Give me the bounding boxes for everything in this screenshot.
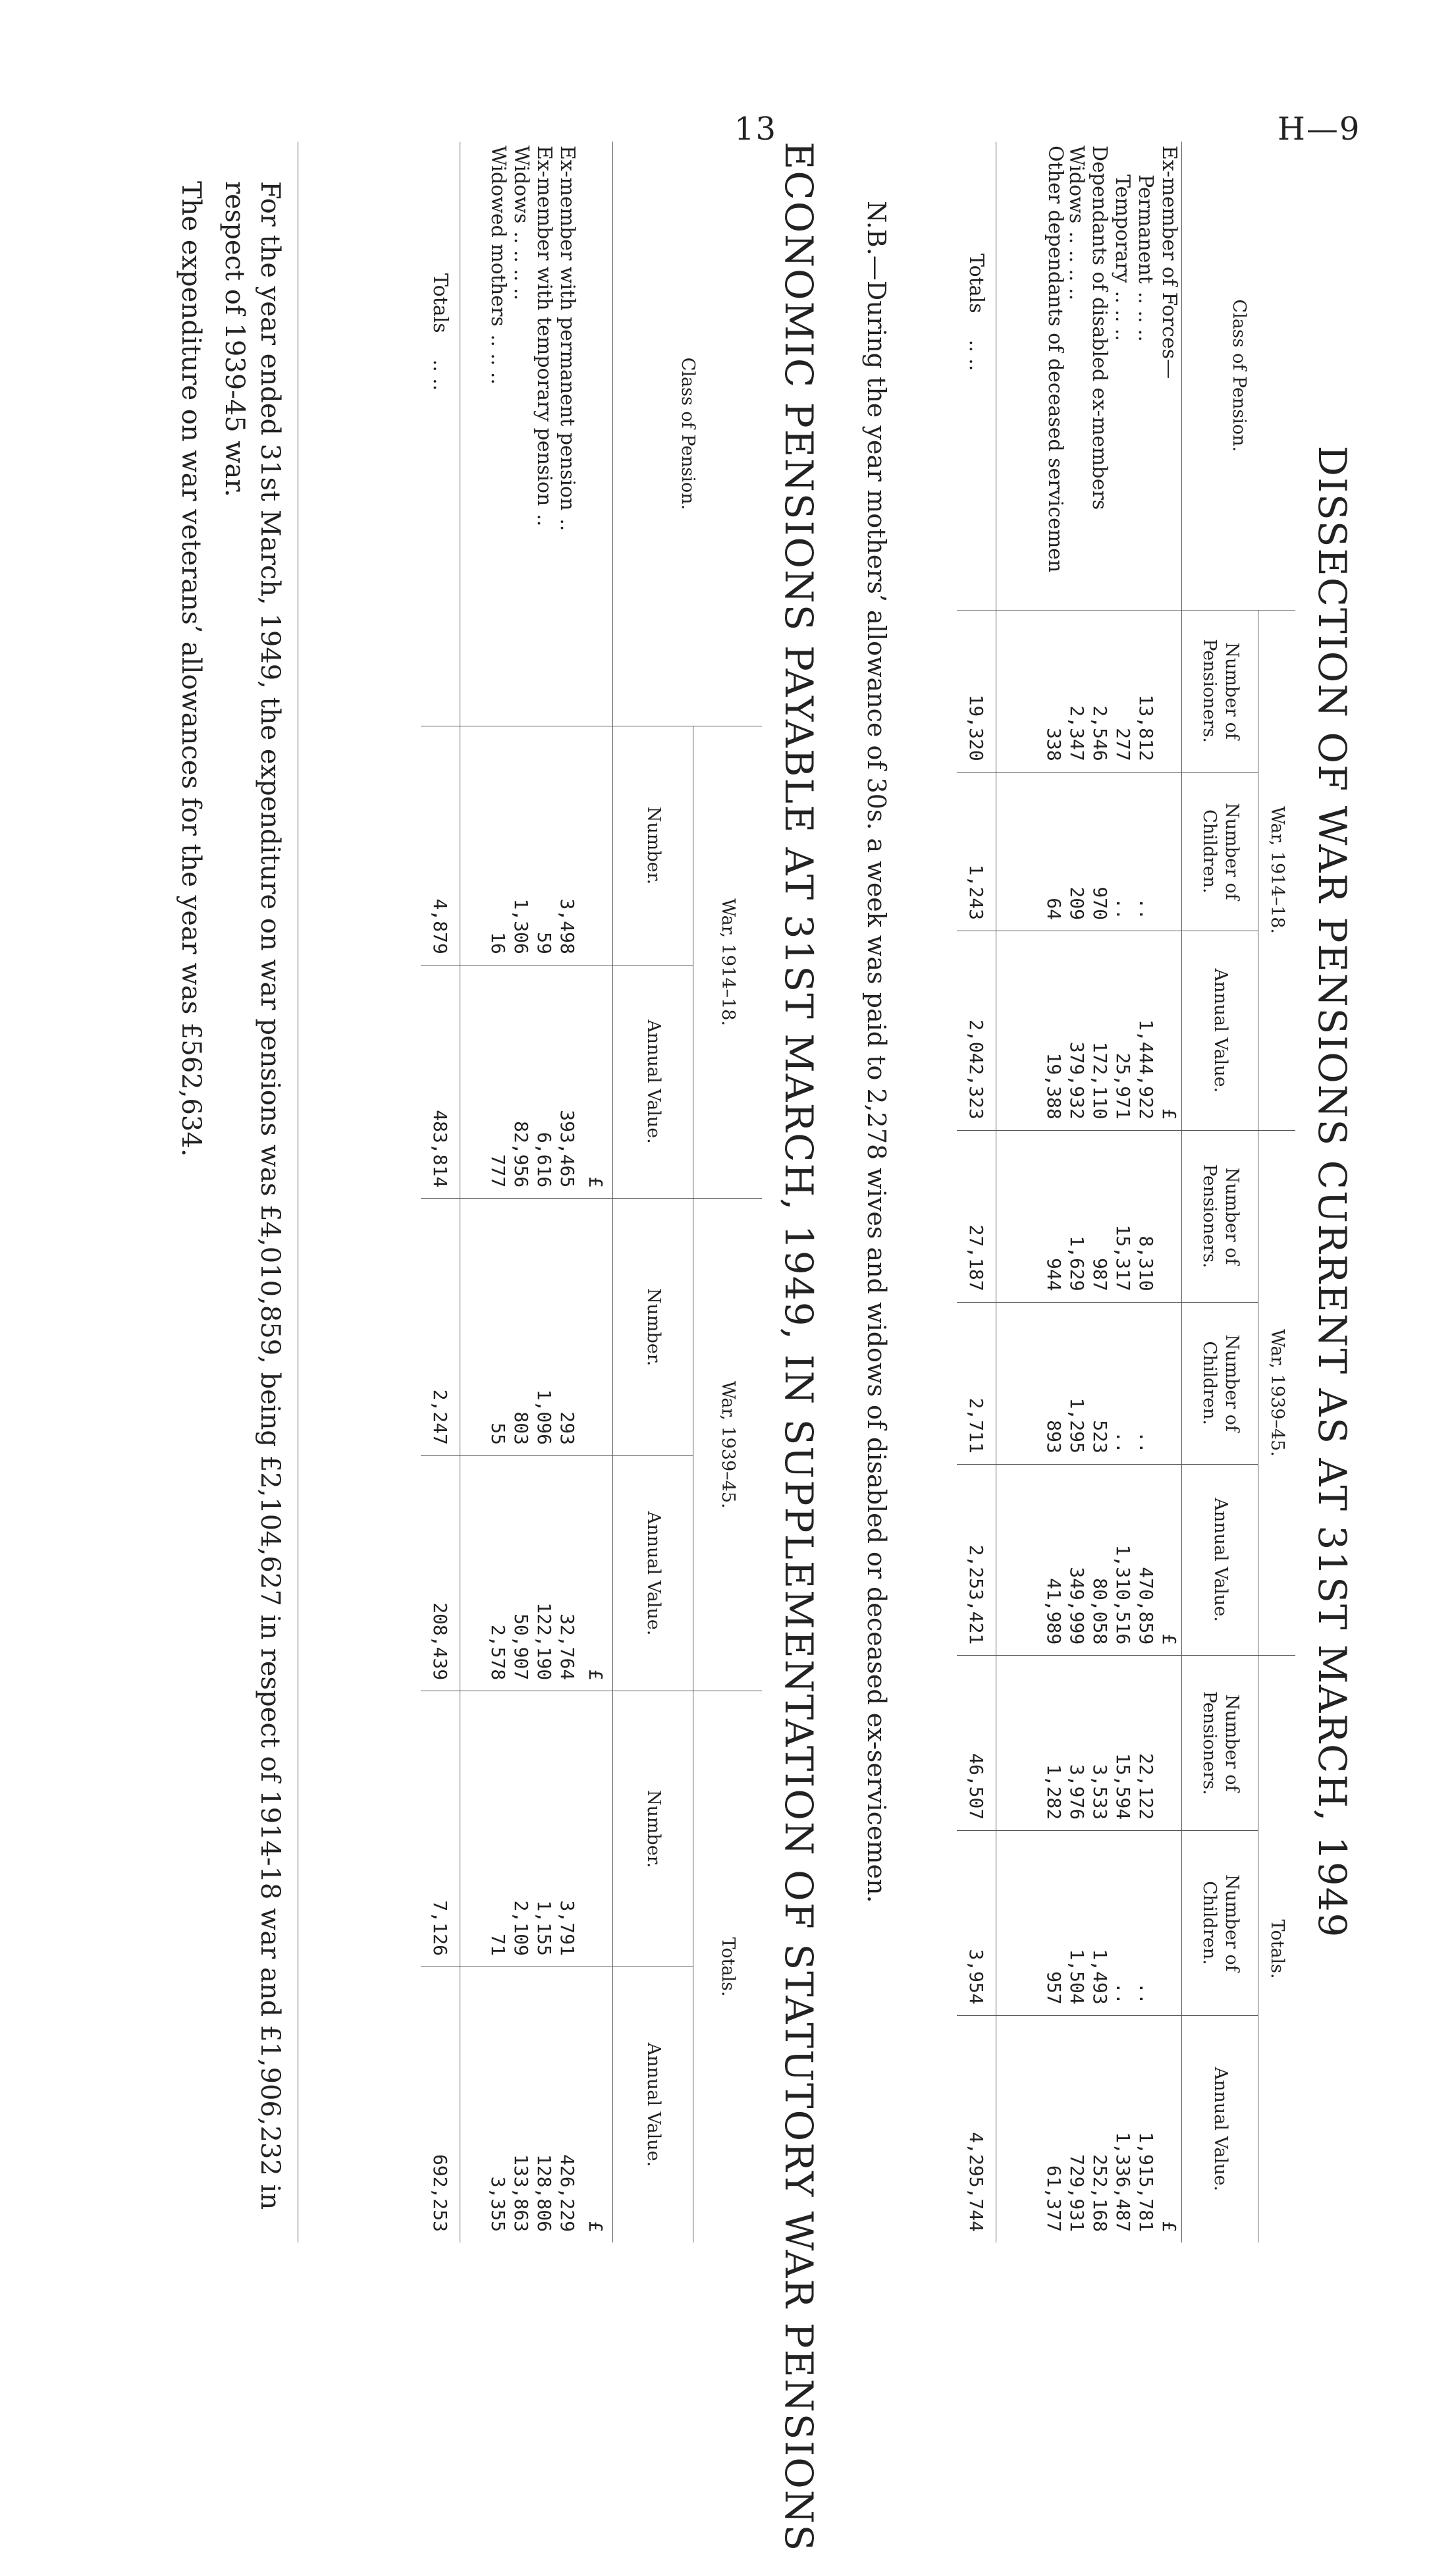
col-number-header: Number. bbox=[613, 1691, 693, 1967]
table-cell: 3,791 bbox=[556, 1691, 579, 1967]
row-label-cell bbox=[1023, 142, 1065, 610]
table-cell: 8,310 bbox=[1134, 1130, 1157, 1302]
table-cell: 3,498 bbox=[556, 726, 579, 965]
col-value-header: Annual Value. bbox=[1182, 931, 1258, 1130]
table-cell: 987 bbox=[1088, 1130, 1111, 1302]
rotated-page-content bbox=[117, 142, 1368, 2552]
totals-cell: 2,247 bbox=[421, 1199, 460, 1456]
col-children-header: Number of Children. bbox=[1182, 1831, 1258, 2016]
table-row bbox=[533, 142, 556, 2242]
totals-cell: 7,126 bbox=[421, 1691, 460, 1967]
table-cell: 15,317 bbox=[1111, 1130, 1134, 1302]
row-label: Other dependants of deceased servicemen bbox=[1044, 146, 1067, 573]
totals-cell: 1,243 bbox=[957, 772, 996, 931]
table-cell: 2,109 bbox=[510, 1691, 533, 1967]
totals-cell: 3,954 bbox=[957, 1831, 996, 2016]
table-cell: 1,915,781 bbox=[1134, 2015, 1157, 2242]
row-label-cell bbox=[1065, 142, 1088, 610]
dot-leader: .. .. .. bbox=[487, 334, 510, 385]
table-cell: 1,504 bbox=[1065, 1831, 1088, 2016]
mothers-allowance-note: N.B.—During the year mothers’ allowance of 30s. a week was paid to 2,278 wives and widows of disabled or deceased ex-servicemen. bbox=[862, 201, 891, 1903]
totals-cell: 4,879 bbox=[421, 726, 460, 965]
table-row bbox=[1111, 142, 1134, 2242]
table-row bbox=[487, 142, 510, 2242]
table-cell: 729,931 bbox=[1065, 2015, 1088, 2242]
col-pensioners-header: Number of Pensioners. bbox=[1182, 1656, 1258, 1831]
table-cell: 25,971 bbox=[1111, 931, 1134, 1130]
table-cell: 1,155 bbox=[533, 1691, 556, 1967]
table-cell: 3,533 bbox=[1088, 1656, 1111, 1831]
table-cell: 970 bbox=[1088, 772, 1111, 931]
totals-cell: 19,320 bbox=[957, 610, 996, 772]
table2-title: ECONOMIC PENSIONS PAYABLE AT 31ST MARCH, 1949, IN SUPPLEMENTATION OF STATUTORY WAR PENSIONS bbox=[776, 142, 821, 2552]
table-cell: 122,190 bbox=[533, 1455, 556, 1691]
economic-pensions-table bbox=[421, 142, 762, 2242]
table-cell: 80,058 bbox=[1088, 1464, 1111, 1655]
row-label: Ex-member with permanent pension bbox=[556, 146, 579, 511]
table-cell: 293 bbox=[556, 1199, 579, 1456]
row-label-cell bbox=[1111, 142, 1134, 610]
totals-cell: 46,507 bbox=[957, 1656, 996, 1831]
col-pensioners-header: Number of Pensioners. bbox=[1182, 610, 1258, 772]
table-cell: .. bbox=[1134, 772, 1157, 931]
row-label: Dependants of disabled ex-members bbox=[1088, 146, 1111, 510]
table-cell: 338 bbox=[1023, 610, 1065, 772]
table-cell: 957 bbox=[1023, 1831, 1065, 2016]
table-cell: 209 bbox=[1065, 772, 1088, 931]
table-cell: 893 bbox=[1023, 1302, 1065, 1464]
currency-symbol: £ bbox=[1157, 2015, 1182, 2242]
totals-cell: 2,711 bbox=[957, 1302, 996, 1464]
table1-title: DISSECTION OF WAR PENSIONS CURRENT AS AT 31ST MARCH, 1949 bbox=[1310, 445, 1355, 1939]
table-row bbox=[1065, 142, 1088, 2242]
table-cell: 6,616 bbox=[533, 965, 556, 1198]
war-pensions-table bbox=[957, 142, 1295, 2242]
expenditure-paragraph: For the year ended 31st March, 1949, the expenditure on war pensions was £4,010,859, being £2,104,627 in respect of 1914-18 war and £1,906,232 in respect of 1939-45 war. bbox=[219, 181, 285, 2210]
totals-label-cell bbox=[421, 142, 460, 726]
table-cell: 1,444,922 bbox=[1134, 931, 1157, 1130]
table-cell: 32,764 bbox=[556, 1455, 579, 1691]
totals-label: Totals bbox=[429, 273, 452, 333]
table-cell: 3,355 bbox=[487, 1967, 510, 2242]
currency-symbol: £ bbox=[579, 1967, 613, 2242]
currency-symbol: £ bbox=[1157, 1464, 1182, 1655]
table-cell: 128,806 bbox=[533, 1967, 556, 2242]
totals-cell: 208,439 bbox=[421, 1455, 460, 1691]
class-of-pension-header: Class of Pension. bbox=[1182, 142, 1295, 610]
totals-cell: 4,295,744 bbox=[957, 2015, 996, 2242]
table-cell: 1,493 bbox=[1088, 1831, 1111, 2016]
table-cell: 71 bbox=[487, 1691, 510, 1967]
table-cell: 64 bbox=[1023, 772, 1065, 931]
table-cell: .. bbox=[1111, 1831, 1134, 2016]
row-label: Temporary bbox=[1111, 175, 1134, 283]
table-cell: 15,594 bbox=[1111, 1656, 1134, 1831]
currency-symbol: £ bbox=[579, 1455, 613, 1691]
dot-leader: .. bbox=[533, 514, 556, 527]
row-label: Widowed mothers bbox=[487, 146, 510, 327]
table-cell: 252,168 bbox=[1088, 2015, 1111, 2242]
dot-leader: .. .. bbox=[429, 359, 452, 391]
table-cell: 16 bbox=[487, 726, 510, 965]
table-cell: 82,956 bbox=[510, 965, 533, 1198]
table-cell: 59 bbox=[533, 726, 556, 965]
totals-row bbox=[957, 142, 996, 2242]
row-label-cell bbox=[533, 142, 556, 726]
group-header: War, 1939–45. bbox=[1258, 1130, 1295, 1656]
table-cell: .. bbox=[1134, 1831, 1157, 2016]
table-cell: 803 bbox=[510, 1199, 533, 1456]
table-cell: .. bbox=[1134, 1302, 1157, 1464]
group-header: Totals. bbox=[1258, 1656, 1295, 2242]
totals-cell: 27,187 bbox=[957, 1130, 996, 1302]
row-label-cell bbox=[487, 142, 510, 726]
col-pensioners-header: Number of Pensioners. bbox=[1182, 1130, 1258, 1302]
table-cell: .. bbox=[1111, 772, 1134, 931]
table-cell: 1,295 bbox=[1065, 1302, 1088, 1464]
table-cell: 944 bbox=[1023, 1130, 1065, 1302]
table-cell: 1,629 bbox=[1065, 1130, 1088, 1302]
dot-leader: .. .. bbox=[965, 339, 988, 371]
totals-cell: 2,253,421 bbox=[957, 1464, 996, 1655]
totals-label-cell bbox=[957, 142, 996, 610]
col-number-header: Number. bbox=[613, 1199, 693, 1456]
group-header: Totals. bbox=[693, 1691, 762, 2242]
group-label: Ex-member of Forces— bbox=[1158, 146, 1181, 379]
group-header: War, 1939–45. bbox=[693, 1199, 762, 1691]
table-row bbox=[1088, 142, 1111, 2242]
totals-cell: 483,814 bbox=[421, 965, 460, 1198]
group-header: War, 1914–18. bbox=[1258, 610, 1295, 1130]
currency-symbol: £ bbox=[1157, 931, 1182, 1130]
table-cell: 13,812 bbox=[1134, 610, 1157, 772]
table-cell: 393,465 bbox=[556, 965, 579, 1198]
veterans-allowance-paragraph: The expenditure on war veterans’ allowances for the year was £562,634. bbox=[176, 181, 206, 1157]
col-number-header: Number. bbox=[613, 726, 693, 965]
table-cell: 349,999 bbox=[1065, 1464, 1088, 1655]
col-children-header: Number of Children. bbox=[1182, 1302, 1258, 1464]
col-value-header: Annual Value. bbox=[613, 965, 693, 1198]
totals-cell: 2,042,323 bbox=[957, 931, 996, 1130]
row-label-cell bbox=[1134, 142, 1157, 610]
table-cell: 22,122 bbox=[1134, 1656, 1157, 1831]
table-cell: 470,859 bbox=[1134, 1464, 1157, 1655]
table-cell: 1,310,516 bbox=[1111, 1464, 1134, 1655]
table-row bbox=[1134, 142, 1157, 2242]
col-value-header: Annual Value. bbox=[613, 1967, 693, 2242]
table-cell: 1,282 bbox=[1023, 1656, 1065, 1831]
table-cell: 1,336,487 bbox=[1111, 2015, 1134, 2242]
table-cell: 50,907 bbox=[510, 1455, 533, 1691]
table-cell: 777 bbox=[487, 965, 510, 1198]
row-label: Ex-member with temporary pension bbox=[533, 146, 556, 506]
table-row bbox=[1023, 142, 1065, 2242]
totals-row bbox=[421, 142, 460, 2242]
table-cell: 2,347 bbox=[1065, 610, 1088, 772]
table-cell: 523 bbox=[1088, 1302, 1111, 1464]
table-cell: 2,546 bbox=[1088, 610, 1111, 772]
page-reference: H—9 bbox=[1278, 111, 1361, 148]
class-of-pension-header: Class of Pension. bbox=[613, 142, 762, 726]
dot-leader: .. bbox=[556, 518, 579, 531]
page-number: 13 bbox=[734, 111, 778, 148]
currency-symbol: £ bbox=[579, 965, 613, 1198]
row-label-cell bbox=[510, 142, 533, 726]
dot-leader: .. .. .. .. bbox=[510, 231, 533, 301]
table-row bbox=[510, 142, 533, 2242]
table-row bbox=[556, 142, 579, 2242]
dot-leader: .. .. .. bbox=[1134, 291, 1157, 342]
table-cell: 61,377 bbox=[1023, 2015, 1065, 2242]
totals-cell: 692,253 bbox=[421, 1967, 460, 2242]
col-children-header: Number of Children. bbox=[1182, 772, 1258, 931]
row-label-cell bbox=[556, 142, 579, 726]
table-cell: 379,932 bbox=[1065, 931, 1088, 1130]
table-cell: 172,110 bbox=[1088, 931, 1111, 1130]
dot-leader: .. .. .. .. bbox=[1065, 231, 1088, 301]
table-cell: 55 bbox=[487, 1199, 510, 1456]
col-value-header: Annual Value. bbox=[613, 1455, 693, 1691]
row-label: Widows bbox=[510, 146, 533, 224]
row-label: Permanent bbox=[1134, 175, 1157, 284]
table-cell: 41,989 bbox=[1023, 1464, 1065, 1655]
row-label: Widows bbox=[1065, 146, 1088, 224]
table-cell: 277 bbox=[1111, 610, 1134, 772]
totals-label: Totals bbox=[965, 254, 988, 313]
table-cell: .. bbox=[1111, 1302, 1134, 1464]
table-cell: 3,976 bbox=[1065, 1656, 1088, 1831]
col-value-header: Annual Value. bbox=[1182, 2015, 1258, 2242]
dot-leader: .. .. .. bbox=[1111, 290, 1134, 341]
table-cell: 426,229 bbox=[556, 1967, 579, 2242]
row-label-cell bbox=[1088, 142, 1111, 610]
table-cell: 1,096 bbox=[533, 1199, 556, 1456]
col-value-header: Annual Value. bbox=[1182, 1464, 1258, 1655]
group-header: War, 1914–18. bbox=[693, 726, 762, 1199]
table-cell: 1,306 bbox=[510, 726, 533, 965]
table-cell: 133,863 bbox=[510, 1967, 533, 2242]
table-cell: 19,388 bbox=[1023, 931, 1065, 1130]
table-cell: 2,578 bbox=[487, 1455, 510, 1691]
